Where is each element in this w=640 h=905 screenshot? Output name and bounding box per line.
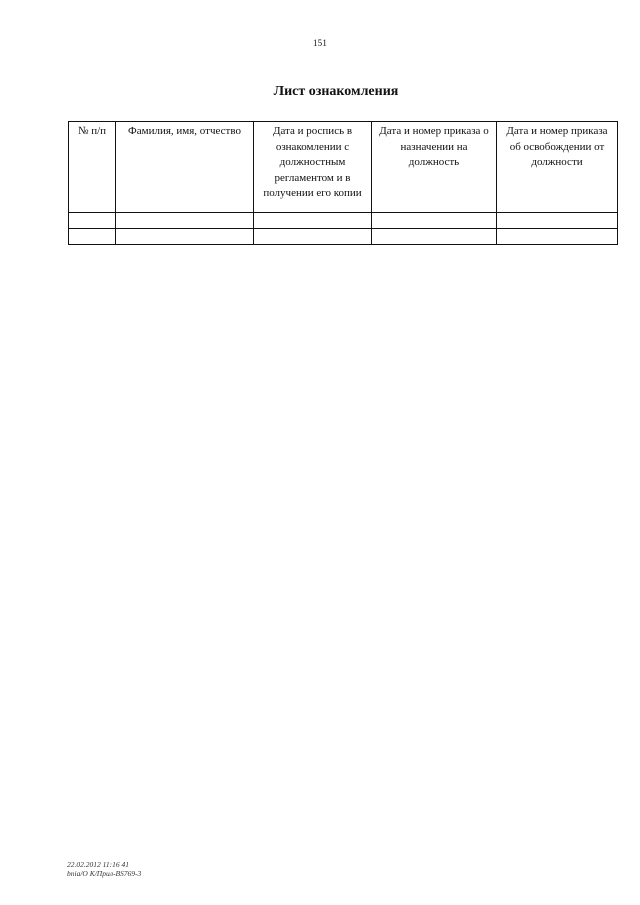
table-cell — [254, 213, 372, 229]
footer-file-reference: bnia/О К/Прил-BS769-3 — [67, 869, 142, 878]
table-cell — [372, 213, 497, 229]
column-header-appointment-order: Дата и номер приказа о назначении на должность — [372, 122, 497, 213]
table-cell — [254, 229, 372, 245]
table-cell — [69, 229, 116, 245]
table-row — [69, 229, 618, 245]
table-cell — [497, 229, 618, 245]
table-cell — [372, 229, 497, 245]
table-cell — [116, 213, 254, 229]
table-cell — [116, 229, 254, 245]
table-cell — [497, 213, 618, 229]
column-header-number: № п/п — [69, 122, 116, 213]
document-footer-stamp — [67, 860, 141, 878]
footer-timestamp: 22.02.2012 11:16 41 — [67, 860, 129, 869]
table-header-row — [69, 122, 618, 213]
acknowledgement-table — [68, 121, 618, 245]
column-header-dismissal-order: Дата и номер приказа об освобождении от должности — [497, 122, 618, 213]
page-number: 151 — [312, 38, 328, 48]
document-title: Лист ознакомления — [273, 84, 399, 99]
column-header-full-name: Фамилия, имя, отчество — [116, 122, 254, 213]
table-row — [69, 213, 618, 229]
table-cell — [69, 213, 116, 229]
column-header-acknowledgement-date-signature: Дата и роспись в ознакомлении с должностным регламентом и в получении его копии — [254, 122, 372, 213]
